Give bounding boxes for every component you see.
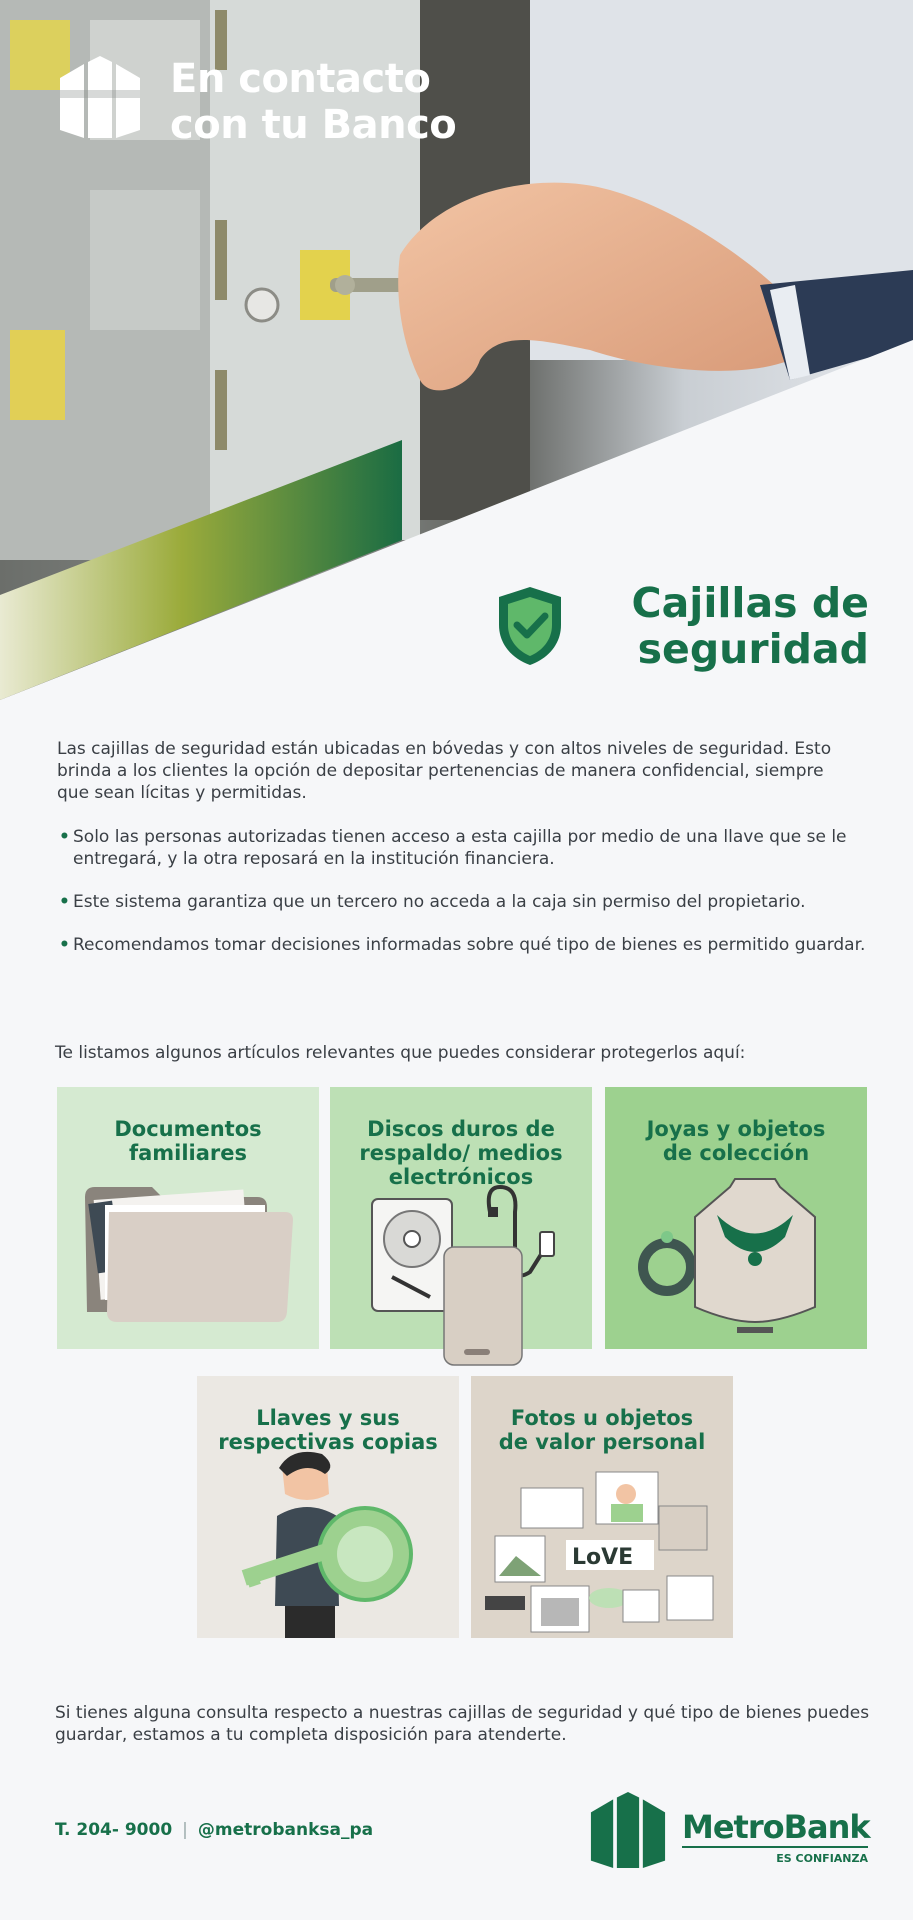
card-joyas: [605, 1087, 867, 1349]
card-title: Documentos familiares: [114, 1117, 262, 1165]
intro-paragraph: Las cajillas de seguridad están ubicadas en bóvedas y con altos niveles de seguridad. Esto brinda a los clientes la opción de depositar pertenencias de manera confidencial, siempre que sean lícitas y permitidas.: [57, 739, 832, 803]
section-heading: [495, 580, 869, 672]
header-brand: [60, 56, 457, 148]
svg-text:LoVE: LoVE: [572, 1545, 634, 1570]
brand-divider: [682, 1846, 868, 1848]
metrobank-logo-icon: [60, 56, 140, 138]
card-title: Joyas y objetos de colección: [646, 1117, 826, 1165]
footer-contact: [55, 1820, 373, 1840]
card-title: Discos duros de respaldo/ medios electrónicos: [359, 1117, 563, 1189]
list-item: [57, 826, 867, 870]
metrobank-logo-icon: [590, 1792, 666, 1868]
footer-brand: [590, 1790, 870, 1870]
closing-paragraph: Si tienes alguna consulta respecto a nuestras cajillas de seguridad y qué tipo de bienes puedes guardar, estamos a tu completa disposición para atenderte.: [55, 1703, 870, 1745]
header-title: En contacto con tu Banco: [170, 56, 457, 148]
list-item: [57, 891, 867, 913]
card-discos: [330, 1087, 592, 1349]
footer-separator: |: [182, 1820, 188, 1840]
phone-number[interactable]: T. 204- 9000: [55, 1820, 173, 1840]
card-fotos: [471, 1376, 733, 1638]
social-handle[interactable]: @metrobanksa_pa: [197, 1820, 374, 1840]
bullet-icon: •: [59, 892, 70, 912]
bullet-text: Este sistema garantiza que un tercero no acceda a la caja sin permiso del propietario.: [73, 892, 806, 912]
list-item: [57, 934, 867, 956]
brand-name: MetroBank: [682, 1808, 870, 1846]
card-documentos: [57, 1087, 319, 1349]
bullet-icon: •: [59, 935, 70, 955]
bullet-icon: •: [59, 827, 70, 847]
bullet-text: Solo las personas autorizadas tienen acceso a esta cajilla por medio de una llave que se le entregará, y la otra reposará en la institución financiera.: [73, 827, 847, 869]
card-title: Llaves y sus respectivas copias: [218, 1406, 438, 1454]
card-llaves: [197, 1376, 459, 1638]
card-title: Fotos u objetos de valor personal: [498, 1406, 706, 1454]
brand-tagline: ES CONFIANZA: [776, 1852, 868, 1865]
list-lead: Te listamos algunos artículos relevantes que puedes considerar protegerlos aquí:: [55, 1043, 746, 1063]
shield-check-icon: [495, 585, 565, 667]
section-title: Cajillas de seguridad: [631, 579, 869, 673]
bullet-list: [57, 826, 867, 977]
bullet-text: Recomendamos tomar decisiones informadas sobre qué tipo de bienes es permitido guardar.: [73, 935, 866, 955]
